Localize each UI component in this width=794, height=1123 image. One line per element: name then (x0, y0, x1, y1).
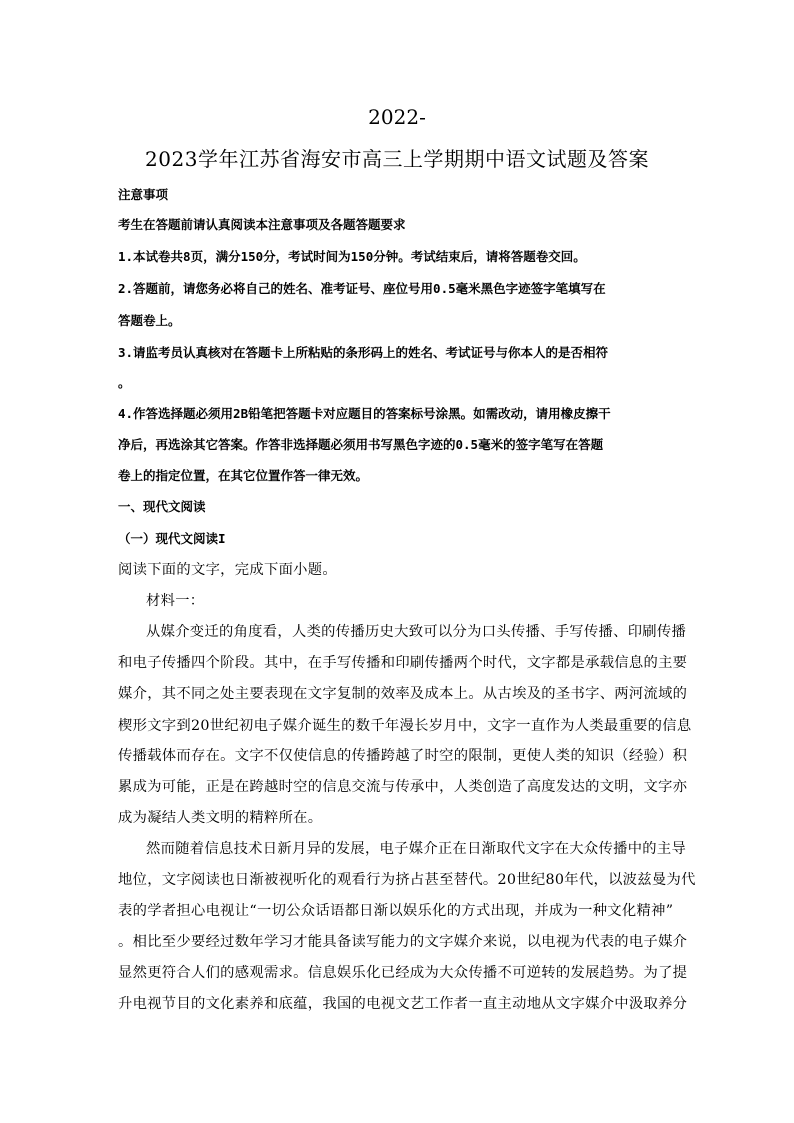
notice-item-3-cont: 。 (118, 375, 131, 390)
section-heading: 一、现代文阅读 (118, 499, 206, 514)
paragraph-1-line: 媒介，其不同之处主要表现在文字复制的效率及成本上。从古埃及的圣书字、两河流域的 (118, 686, 688, 702)
notice-item-2-cont: 答题卷上。 (118, 313, 181, 328)
subsection-heading: （一）现代文阅读I (118, 531, 226, 546)
paragraph-1-line: 和电子传播四个阶段。其中，在手写传播和印刷传播两个时代，文字都是承载信息的主要 (118, 655, 688, 671)
paragraph-2-line: 表的学者担心电视让“一切公众话语都日渐以娱乐化的方式出现，并成为一种文化精神” (118, 903, 674, 919)
document-title-line-1: 2022- (368, 105, 426, 129)
notice-item-4-cont-1: 净后，再选涂其它答案。作答非选择题必须用书写黑色字迹的0.5毫米的签字笔写在答题 (118, 437, 604, 452)
notice-item-4: 4.作答选择题必须用2B铅笔把答题卡对应题目的答案标号涂黑。如需改动，请用橡皮擦干 (118, 406, 611, 421)
paragraph-2-line: 显然更符合人们的感观需求。信息娱乐化已经成为大众传播不可逆转的发展趋势。为了提 (118, 965, 688, 981)
paragraph-2-line: 然而随着信息技术日新月异的发展，电子媒介正在日渐取代文字在大众传播中的主导 (146, 841, 687, 857)
notice-item-2: 2.答题前，请您务必将自己的姓名、准考证号、座位号用0.5毫米黑色字迹签字笔填写在 (118, 281, 606, 296)
reading-instruction: 阅读下面的文字，完成下面小题。 (118, 562, 337, 578)
paragraph-1-line: 楔形文字到20世纪初电子媒介诞生的数千年漫长岁月中，文字一直作为人类最重要的信息 (118, 718, 692, 734)
paragraph-1-line: 传播载体而存在。文字不仅使信息的传播跨越了时空的限制，更使人类的知识（经验）积 (118, 748, 688, 764)
document-title-line-2: 2023学年江苏省海安市高三上学期期中语文试题及答案 (145, 147, 649, 171)
paragraph-2-line: 地位，文字阅读也日渐被视听化的观看行为挤占甚至替代。20世纪80年代，以波兹曼为代 (118, 872, 696, 888)
paragraph-2-line: 升电视节目的文化素养和底蕴，我国的电视文艺工作者一直主动地从文字媒介中汲取养分 (118, 996, 688, 1012)
notice-item-3: 3.请监考员认真核对在答题卡上所粘贴的条形码上的姓名、考试证号与你本人的是否相符 (118, 345, 609, 360)
paragraph-1-line: 累成为可能，正是在跨越时空的信息交流与传承中，人类创造了高度发达的文明，文字亦 (118, 779, 688, 795)
notice-item-1: 1.本试卷共8页，满分150分，考试时间为150分钟。考试结束后，请将答题卷交回。 (118, 249, 586, 264)
notice-item-4-cont-2: 卷上的指定位置，在其它位置作答一律无效。 (118, 468, 369, 483)
notice-intro: 考生在答题前请认真阅读本注意事项及各题答题要求 (118, 217, 406, 232)
paragraph-1-line: 从媒介变迁的角度看，人类的传播历史大致可以分为口头传播、手写传播、印刷传播 (146, 624, 687, 640)
notice-heading: 注意事项 (118, 187, 169, 202)
paragraph-1-line: 成为凝结人类文明的精粹所在。 (118, 810, 323, 826)
paragraph-2-line: 。相比至少要经过数年学习才能具备读写能力的文字媒介来说，以电视为代表的电子媒介 (118, 934, 688, 950)
material-label: 材料一： (146, 593, 205, 609)
